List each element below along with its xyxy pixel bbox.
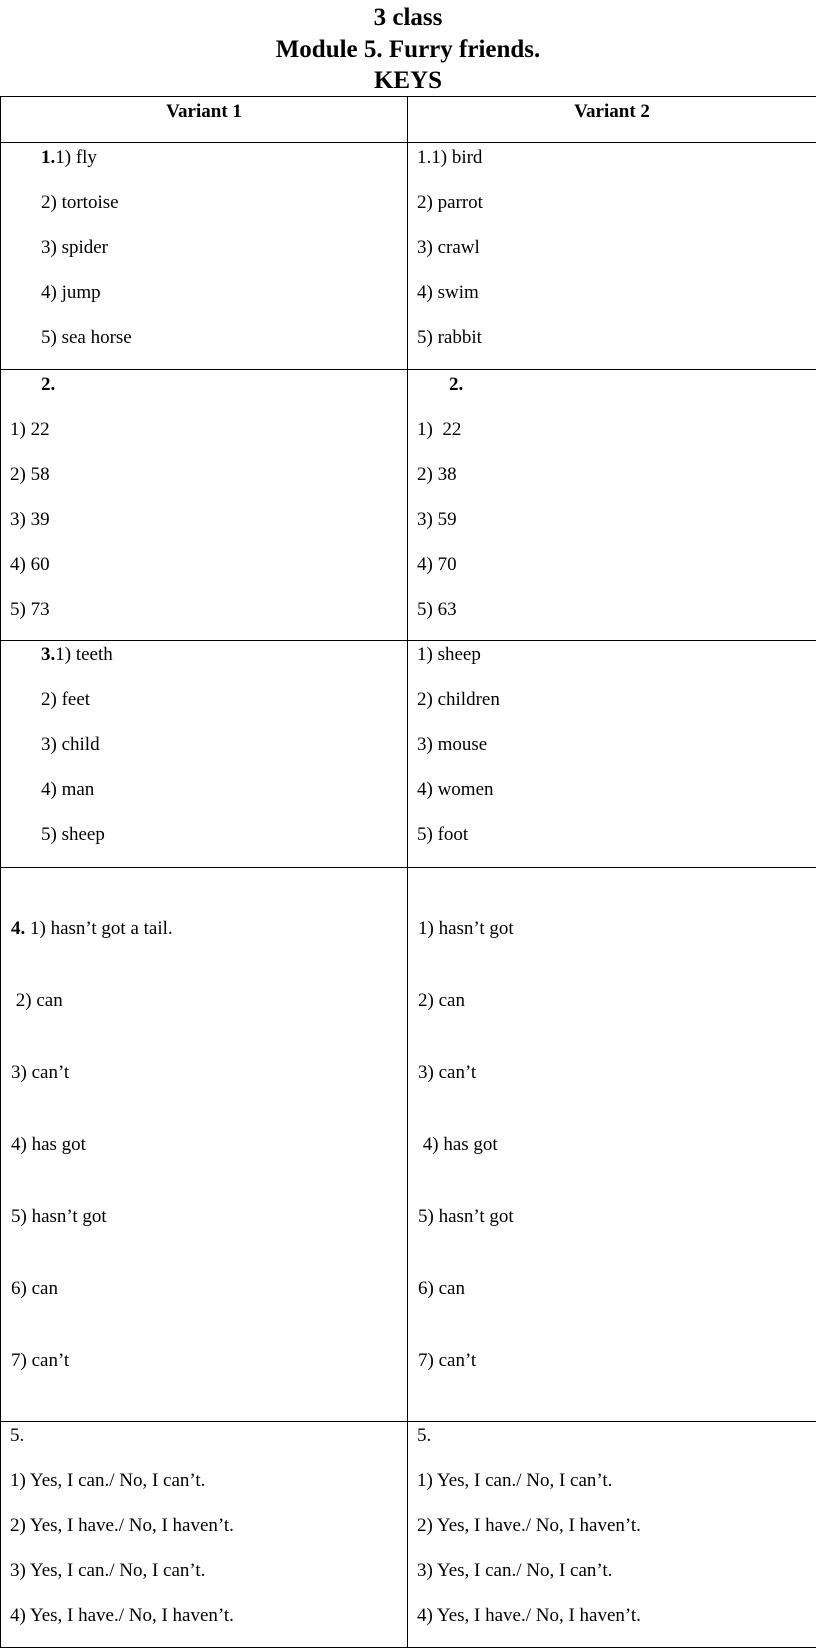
answer-line: 2) 38	[417, 463, 457, 487]
answer-line: 2) children	[417, 688, 500, 712]
task-number: 2.	[449, 373, 463, 397]
answer-line: 5) foot	[417, 823, 468, 847]
answer-line: 5) hasn’t got	[11, 1205, 407, 1229]
title-module: Module 5. Furry friends.	[0, 34, 816, 65]
column-header-variant-2: Variant 2	[408, 97, 816, 143]
answer-line: 4) Yes, I have./ No, I haven’t.	[10, 1604, 234, 1628]
answer-line: 2) tortoise	[41, 191, 119, 215]
answer-line: 7) can’t	[11, 1349, 407, 1373]
title-class: 3 class	[0, 2, 816, 33]
task-4-variant-1	[1, 868, 408, 1422]
answer-line: 3) spider	[41, 236, 108, 260]
answer-line: 5) sea horse	[41, 326, 132, 350]
answer-line: 4) swim	[417, 281, 479, 305]
answer-line: 1) Yes, I can./ No, I can’t.	[10, 1469, 205, 1493]
answer-line: 3) Yes, I can./ No, I can’t.	[10, 1559, 205, 1583]
answer-line: 3) can’t	[418, 1061, 816, 1085]
task-2-row	[1, 370, 816, 641]
answer-line: 2) 58	[10, 463, 50, 487]
task-1-row	[1, 143, 816, 370]
answer-line: 4) 70	[417, 553, 457, 577]
answer-line: 5) rabbit	[417, 326, 482, 350]
answer-line: 3) 39	[10, 508, 50, 532]
task-5-variant-1	[1, 1422, 408, 1648]
task-4-row	[1, 868, 816, 1422]
answer-line: 5) 63	[417, 598, 457, 622]
task-2-variant-2	[408, 370, 816, 641]
answer-line: 7) can’t	[418, 1349, 816, 1373]
answer-line: 1.1) bird	[417, 146, 482, 170]
answer-line: 3) child	[41, 733, 100, 757]
answer-line: 3) mouse	[417, 733, 487, 757]
answer-line: 5) hasn’t got	[418, 1205, 816, 1229]
answer-line: 4) has got	[418, 1133, 816, 1157]
answer-line: 2) feet	[41, 688, 90, 712]
answer-line: 2) can	[11, 989, 407, 1013]
answer-line: 4) 60	[10, 553, 50, 577]
task-number: 5.	[417, 1424, 431, 1448]
answer-line: 1) 22	[417, 418, 461, 442]
answer-line: 2) Yes, I have./ No, I haven’t.	[10, 1514, 234, 1538]
answer-line: 1) 22	[10, 418, 50, 442]
answer-line: 5) 73	[10, 598, 50, 622]
answer-line: 6) can	[11, 1277, 407, 1301]
answer-line: 1) hasn’t got	[418, 917, 816, 941]
task-1-variant-1	[1, 143, 408, 370]
column-header-variant-1: Variant 1	[1, 97, 408, 143]
answer-line: 3) can’t	[11, 1061, 407, 1085]
task-2-variant-1	[1, 370, 408, 641]
answer-line: 4) Yes, I have./ No, I haven’t.	[417, 1604, 641, 1628]
task-4-variant-2	[408, 868, 816, 1422]
answer-line: 2) parrot	[417, 191, 483, 215]
answer-line: 4. 1) hasn’t got a tail.	[11, 917, 407, 941]
answer-line: 1) Yes, I can./ No, I can’t.	[417, 1469, 612, 1493]
answer-line: 4) jump	[41, 281, 101, 305]
task-5-row	[1, 1422, 816, 1648]
task-3-variant-1	[1, 641, 408, 868]
answer-line: 3.1) teeth	[41, 643, 113, 667]
answer-key-table	[0, 96, 816, 1648]
answer-line: 4) man	[41, 778, 94, 802]
task-number: 5.	[10, 1424, 24, 1448]
answer-line: 6) can	[418, 1277, 816, 1301]
task-number: 2.	[41, 373, 55, 397]
answer-line: 5) sheep	[41, 823, 105, 847]
answer-line: 4) has got	[11, 1133, 407, 1157]
title-keys: KEYS	[0, 65, 816, 96]
table-header-row	[1, 97, 816, 143]
answer-line: 3) 59	[417, 508, 457, 532]
answer-line: 2) Yes, I have./ No, I haven’t.	[417, 1514, 641, 1538]
task-3-row	[1, 641, 816, 868]
task-1-variant-2	[408, 143, 816, 370]
answer-line: 2) can	[418, 989, 816, 1013]
answer-line: 4) women	[417, 778, 494, 802]
answer-line: 3) Yes, I can./ No, I can’t.	[417, 1559, 612, 1583]
task-3-variant-2	[408, 641, 816, 868]
answer-line: 3) crawl	[417, 236, 480, 260]
task-5-variant-2	[408, 1422, 816, 1648]
answer-line: 1) sheep	[417, 643, 481, 667]
answer-line: 1.1) fly	[41, 146, 97, 170]
